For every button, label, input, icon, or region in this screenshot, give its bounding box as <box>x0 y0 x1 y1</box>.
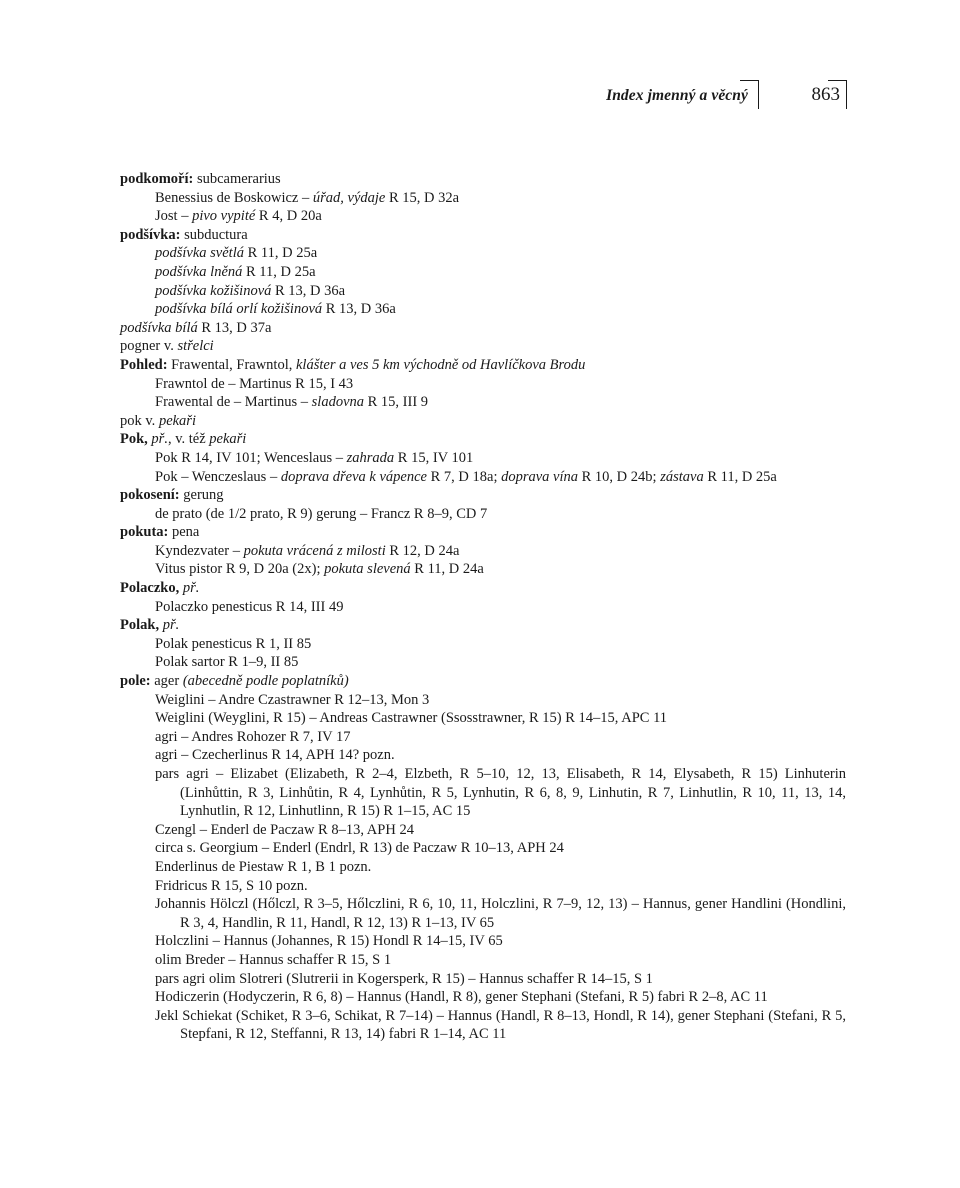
index-subentry-line <box>155 653 846 672</box>
index-subentry-line <box>155 375 846 394</box>
page-number: 863 <box>811 84 840 105</box>
index-headword-line <box>120 430 846 449</box>
entry-text: Fridricus R 15, S 10 pozn. <box>155 877 308 894</box>
italic-gloss: sladovna <box>311 394 365 411</box>
entry-text: R 12, D 24a <box>385 542 460 559</box>
entry-text: R 15, D 32a <box>385 189 460 206</box>
italic-gloss: doprava vína <box>501 468 579 485</box>
index-subentry-line <box>120 1007 846 1044</box>
header-bracket-mark <box>740 80 759 109</box>
entry-text: R 13, D 37a <box>197 319 272 336</box>
index-subentry-line <box>155 970 846 989</box>
index-subentry-line <box>155 932 846 951</box>
headword: Polak, <box>120 617 160 634</box>
entry-text: Hodiczerin (Hodyczerin, R 6, 8) – Hannus (Handl, R 8), gener Stephani (Stefani, R 5) fabri R 2–8, AC 11 <box>155 989 768 1006</box>
entry-text: pars agri olim Slotreri (Slutrerii in Kogersperk, R 15) – Hannus schaffer R 14–15, S 1 <box>155 970 653 987</box>
index-subentry-line <box>155 877 846 896</box>
index-subentry-line <box>155 746 846 765</box>
headword: pole: <box>120 673 151 690</box>
entry-text: Frawental de – Martinus – <box>155 394 312 411</box>
entry-text: Vitus pistor R 9, D 20a (2x); <box>155 561 325 578</box>
italic-gloss: zahrada <box>346 449 395 466</box>
entry-text: Frawental, Frawntol, <box>167 356 296 373</box>
index-subentry-line <box>155 598 846 617</box>
italic-gloss: př. <box>182 580 200 597</box>
headword: podkomoří: <box>120 171 194 187</box>
index-subentry-line <box>155 691 846 710</box>
italic-gloss: úřad, výdaje <box>312 189 386 206</box>
index-subentry-line <box>155 505 846 524</box>
index-subentry-line <box>155 542 846 561</box>
entry-text: Weiglini – Andre Czastrawner R 12–13, Mon 3 <box>155 691 430 708</box>
index-subentry-line <box>155 951 846 970</box>
headword: pokosení: <box>120 487 180 504</box>
entry-text: , v. též <box>167 431 210 448</box>
italic-gloss: podšívka bílá orlí kožišinová <box>155 301 323 318</box>
entry-text: Johannis Hölczl (Hőlczl, R 3–5, Hőlczlini, R 6, 10, 11, Holczlini, R 7–9, 12, 13) – Hannus, gener Handlini (Hondlini, R 3, 4, Handlin, R 11, Handl, R 12, 13) R 1–13, IV 65 <box>155 896 846 931</box>
index-headword-line <box>120 579 846 598</box>
entry-text: Polak sartor R 1–9, II 85 <box>155 654 299 671</box>
italic-gloss: klášter a ves 5 km východně od Havlíčkova Brodu <box>296 356 586 373</box>
entry-text: Pok – Wenczeslaus – <box>155 468 281 485</box>
entry-text: subductura <box>180 226 248 243</box>
italic-gloss: zástava <box>660 468 704 485</box>
index-entries <box>120 170 846 1044</box>
italic-gloss: střelci <box>177 338 214 355</box>
entry-text: Benessius de Boskowicz – <box>155 189 313 206</box>
headword: Pok, <box>120 431 148 448</box>
entry-text: R 7, D 18a; <box>426 468 502 485</box>
italic-gloss: pivo vypité <box>192 208 256 225</box>
headword: podšívka: <box>120 226 181 243</box>
index-headword-line <box>120 486 846 505</box>
entry-text: Holczlini – Hannus (Johannes, R 15) Hondl R 14–15, IV 65 <box>155 933 503 950</box>
index-subentry-line <box>120 765 846 821</box>
italic-gloss: pokuta vrácená z milosti <box>243 542 386 559</box>
entry-text: olim Breder – Hannus schaffer R 15, S 1 <box>155 951 392 968</box>
entry-text: gerung <box>179 487 224 504</box>
index-subentry-line <box>155 858 846 877</box>
entry-text: subcamerarius <box>193 171 281 187</box>
index-subentry-line <box>155 821 846 840</box>
index-headword-line <box>120 337 846 356</box>
headword: pokuta: <box>120 524 169 541</box>
entry-text: R 13, D 36a <box>271 282 346 299</box>
index-headword-line <box>120 412 846 431</box>
italic-gloss: př. <box>151 431 168 448</box>
entry-text: Jost – <box>155 208 193 225</box>
entry-text: Pok R 14, IV 101; Wenceslaus – <box>155 449 347 466</box>
index-subentry-line <box>155 635 846 654</box>
headword: Polaczko, <box>120 580 180 597</box>
italic-gloss: př. <box>162 617 180 634</box>
index-headword-line <box>120 226 846 245</box>
entry-text: R 11, D 24a <box>410 561 484 578</box>
index-subentry-line <box>155 709 846 728</box>
index-subentry-line <box>155 393 846 412</box>
index-subentry-line <box>120 988 846 1007</box>
entry-text: Polak penesticus R 1, II 85 <box>155 635 312 652</box>
entry-text: Czengl – Enderl de Paczaw R 8–13, APH 24 <box>155 821 414 838</box>
index-subentry-line <box>155 468 846 487</box>
index-subentry-line <box>155 282 846 301</box>
italic-gloss: podšívka bílá <box>120 319 198 336</box>
index-headword-line <box>120 672 846 691</box>
italic-gloss: podšívka kožišinová <box>155 282 272 299</box>
index-subentry-line <box>155 728 846 747</box>
entry-text: Frawntol de – Martinus R 15, I 43 <box>155 375 354 392</box>
index-headword-line <box>120 523 846 542</box>
index-headword-line <box>120 616 846 635</box>
entry-text: Polaczko penesticus R 14, III 49 <box>155 598 344 615</box>
index-subentry-line <box>120 895 846 932</box>
index-subentry-line <box>155 189 846 208</box>
entry-text: pogner v. <box>120 338 178 355</box>
italic-gloss: pekaři <box>158 412 196 429</box>
entry-text: R 11, D 25a <box>244 245 318 262</box>
entry-text: pena <box>168 524 200 541</box>
entry-text: Jekl Schiekat (Schiket, R 3–6, Schikat, R 7–14) – Hannus (Handl, R 8–13, Hondl, R 14), gener Stephani (Stefani, R 5, Stepfani, R 12, Steffanni, R 13, 14) fabri R 1–14, AC 11 <box>155 1007 846 1043</box>
headword: Pohled: <box>120 356 168 373</box>
italic-gloss: doprava dřeva k vápence <box>280 468 427 485</box>
entry-text: R 11, D 25a <box>242 263 316 280</box>
entry-text: agri – Andres Rohozer R 7, IV 17 <box>155 728 351 745</box>
index-headword-line <box>120 170 846 189</box>
italic-gloss: pokuta slevená <box>324 561 411 578</box>
italic-gloss: podšívka světlá <box>155 245 244 262</box>
index-subentry-line <box>155 263 846 282</box>
entry-text: R 11, D 25a <box>703 468 777 485</box>
entry-text: Weiglini (Weyglini, R 15) – Andreas Castrawner (Ssosstrawner, R 15) R 14–15, APC 11 <box>155 710 668 727</box>
italic-gloss: podšívka lněná <box>155 263 243 280</box>
index-headword-line <box>120 319 846 338</box>
index-headword-line <box>120 356 846 375</box>
entry-text: ager <box>150 673 183 690</box>
index-subentry-line <box>155 244 846 263</box>
italic-gloss: (abecedně podle poplatníků) <box>182 673 349 690</box>
page-header <box>0 0 960 120</box>
entry-text: R 15, III 9 <box>364 394 429 411</box>
entry-text: circa s. Georgium – Enderl (Endrl, R 13) de Paczaw R 10–13, APH 24 <box>155 840 564 857</box>
italic-gloss: pekaři <box>209 431 247 448</box>
entry-text: pok v. <box>120 412 159 429</box>
entry-text: R 15, IV 101 <box>394 449 474 466</box>
index-subentry-line <box>155 560 846 579</box>
index-subentry-line <box>155 207 846 226</box>
index-subentry-line <box>155 300 846 319</box>
index-subentry-line <box>155 449 846 468</box>
entry-text: R 10, D 24b; <box>578 468 661 485</box>
entry-text: de prato (de 1/2 prato, R 9) gerung – Francz R 8–9, CD 7 <box>155 505 488 522</box>
entry-text: Kyndezvater – <box>155 542 244 559</box>
page-number-bracket-mark <box>828 80 847 109</box>
section-title: Index jmenný a věcný <box>606 87 748 104</box>
entry-text: agri – Czecherlinus R 14, APH 14? pozn. <box>155 747 395 764</box>
entry-text: R 4, D 20a <box>255 208 322 225</box>
entry-text: Enderlinus de Piestaw R 1, B 1 pozn. <box>155 858 372 875</box>
entry-text: R 13, D 36a <box>322 301 396 318</box>
entry-text: pars agri – Elizabet (Elizabeth, R 2–4, Elzbeth, R 5–10, 12, 13, Elisabeth, R 14, Elysabeth, R 15) Linhuterin (Linhůttin, R 3, Linhůtin, R 4, Lynhůtin, R 5, Lynhutin, R 6, 8, 9, Linhutin, R 7, Linhutlin, R 10, 11, 13, 14, Lynhutlin, R 12, Linhutlinn, R 15) R 1–15, AC 15 <box>155 766 846 820</box>
index-subentry-line <box>155 839 846 858</box>
